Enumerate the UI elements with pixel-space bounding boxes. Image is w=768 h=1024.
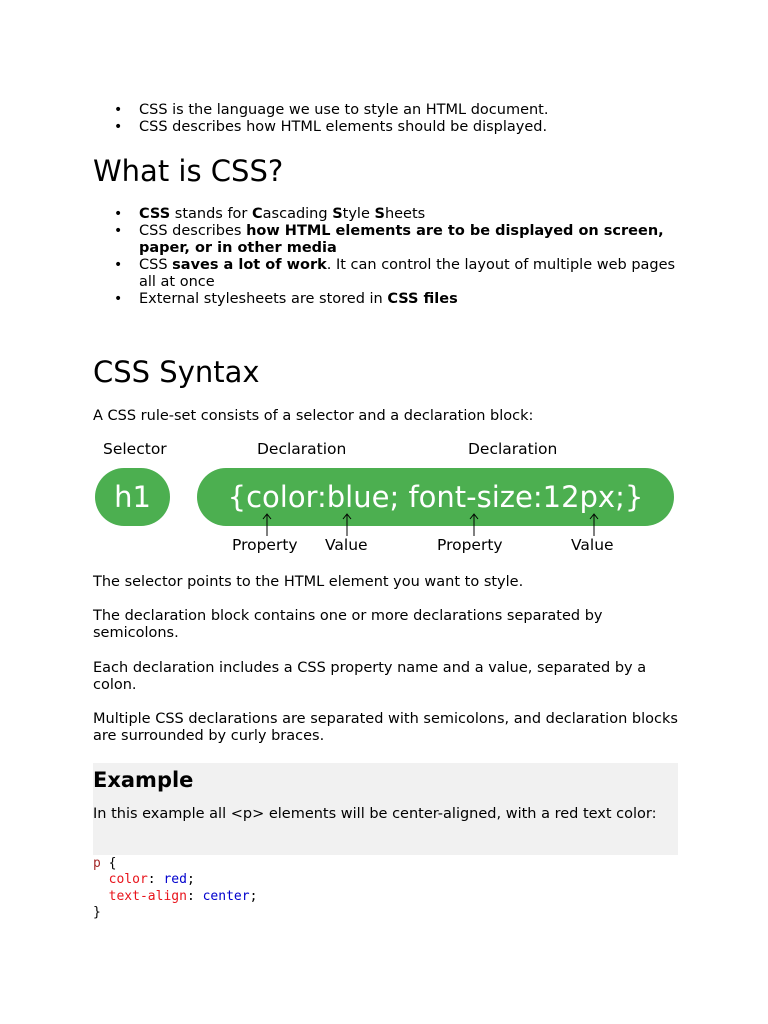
- list-item: [93, 206, 683, 223]
- label-declaration: Declaration: [468, 440, 558, 458]
- arrow-up-icon: [262, 512, 272, 536]
- bold-text: saves a lot of work: [172, 257, 327, 273]
- paragraph: Each declaration includes a CSS property name and a value, separated by a colon.: [93, 660, 647, 693]
- label-value: Value: [571, 536, 614, 554]
- bold-text: S: [374, 206, 385, 222]
- paragraph: Multiple CSS declarations are separated with semicolons, and declaration blocks are surrounded by curly braces.: [93, 711, 678, 744]
- code-line: text-align: center;: [108, 888, 258, 904]
- css-syntax-diagram: [93, 440, 683, 560]
- text-run: External stylesheets are stored in: [139, 291, 388, 307]
- arrow-up-icon: [469, 512, 479, 536]
- example-heading: Example: [93, 768, 194, 792]
- bold-text: S: [332, 206, 343, 222]
- syntax-intro: A CSS rule-set consists of a selector and a declaration block:: [93, 408, 534, 424]
- list-item: [93, 291, 683, 308]
- text-run: . It can control the layout of multiple web pages all at once: [139, 257, 676, 290]
- text-run: stands for: [170, 206, 252, 222]
- paragraph: The selector points to the HTML element you want to style.: [93, 574, 524, 590]
- what-is-css-list: [93, 206, 683, 308]
- text-run: CSS: [139, 257, 173, 273]
- bold-text: C: [252, 206, 263, 222]
- code-punctuation: }: [93, 904, 101, 920]
- code-punctuation: {: [100, 856, 117, 871]
- list-item: [93, 223, 683, 257]
- label-property: Property: [232, 536, 298, 554]
- code-line: [93, 905, 678, 921]
- code-value: center: [202, 888, 250, 904]
- bold-text: CSS files: [387, 291, 458, 307]
- text-run: tyle: [342, 206, 375, 222]
- label-declaration: Declaration: [257, 440, 347, 458]
- list-item: [93, 257, 683, 291]
- label-selector: Selector: [103, 440, 167, 458]
- example-description: In this example all <p> elements will be center-aligned, with a red text color:: [93, 806, 657, 822]
- intro-list: [93, 102, 683, 136]
- code-value: red: [163, 872, 187, 888]
- text-run: ascading: [262, 206, 333, 222]
- text-run: CSS describes: [139, 223, 247, 239]
- code-block: [93, 856, 678, 921]
- label-value: Value: [325, 536, 368, 554]
- text-run: heets: [384, 206, 426, 222]
- heading-what-is-css: What is CSS?: [93, 154, 284, 188]
- code-line: [93, 856, 678, 872]
- code-property: color: [108, 872, 148, 888]
- heading-css-syntax: CSS Syntax: [93, 355, 260, 389]
- declaration-pill: {color:blue; font-size:12px;}: [197, 468, 674, 526]
- code-property: text-align: [108, 888, 187, 904]
- arrow-up-icon: [589, 512, 599, 536]
- bold-text: how HTML elements are to be displayed on screen, paper, or in other media: [139, 223, 664, 256]
- arrow-up-icon: [342, 512, 352, 536]
- code-line: color: red;: [108, 872, 195, 888]
- example-box: [93, 763, 678, 855]
- label-property: Property: [437, 536, 503, 554]
- bold-text: CSS: [139, 206, 171, 222]
- paragraph: The declaration block contains one or more declarations separated by semicolons.: [93, 608, 603, 641]
- list-item: • CSS is the language we use to style an HTML document.: [93, 102, 683, 119]
- list-item: • CSS describes how HTML elements should be displayed.: [93, 119, 683, 136]
- selector-pill: h1: [95, 468, 170, 526]
- code-selector: p: [93, 856, 101, 871]
